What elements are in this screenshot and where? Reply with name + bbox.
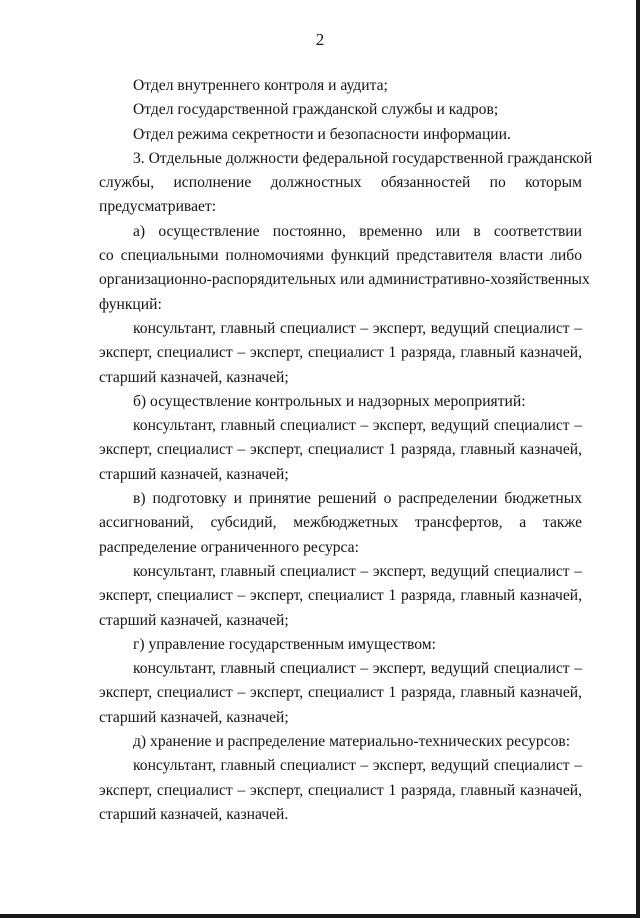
text-line: распределение ограниченного ресурса: [99, 538, 359, 556]
text-line: эксперт, специалист – эксперт, специалист 1 разряда, главный казначей, [99, 441, 582, 459]
text-line: д) хранение и распределение материально-технических ресурсов: [133, 733, 571, 751]
text-line: старший казначей, казначей. [99, 805, 289, 823]
text-line: эксперт, специалист – эксперт, специалист 1 разряда, главный казначей, [99, 781, 582, 799]
text-line: а) осуществление постоянно, временно или в соответствии [133, 222, 582, 240]
text-line: службы, исполнение должностных обязанностей по которым [99, 174, 582, 192]
text-line: организационно-распорядительных или административно-хозяйственных [99, 271, 590, 289]
text-line: консультант, главный специалист – эксперт, ведущий специалист – [133, 660, 582, 678]
text-line: консультант, главный специалист – эксперт, ведущий специалист – [133, 319, 582, 337]
text-line: б) осуществление контрольных и надзорных мероприятий: [133, 392, 526, 410]
text-line: 3. Отдельные должности федеральной государственной гражданской [133, 149, 593, 167]
text-line: предусматривает: [99, 198, 217, 216]
text-line: эксперт, специалист – эксперт, специалист 1 разряда, главный казначей, [99, 684, 582, 702]
text-line: консультант, главный специалист – эксперт, ведущий специалист – [133, 757, 582, 775]
text-line: эксперт, специалист – эксперт, специалист 1 разряда, главный казначей, [99, 344, 582, 362]
text-line: старший казначей, казначей; [99, 611, 289, 629]
text-line: старший казначей, казначей; [99, 465, 289, 483]
text-line: со специальными полномочиями функций представителя власти либо [99, 247, 582, 265]
text-line: г) управление государственным имуществом: [133, 635, 436, 653]
page-number: 2 [315, 30, 325, 49]
text-line: Отдел государственной гражданской службы и кадров; [133, 101, 499, 119]
text-line: старший казначей, казначей; [99, 368, 289, 386]
text-line: Отдел режима секретности и безопасности информации. [133, 125, 511, 143]
document-body [99, 65, 593, 827]
text-line: Отдел внутреннего контроля и аудита; [133, 77, 388, 94]
text-line: старший казначей, казначей; [99, 708, 289, 726]
text-line: функций: [99, 295, 162, 313]
text-line: в) подготовку и принятие решений о распределении бюджетных [133, 490, 582, 508]
text-line: консультант, главный специалист – эксперт, ведущий специалист – [133, 562, 582, 580]
text-line: эксперт, специалист – эксперт, специалист 1 разряда, главный казначей, [99, 587, 582, 605]
text-line: консультант, главный специалист – эксперт, ведущий специалист – [133, 417, 582, 435]
text-line: ассигнований, субсидий, межбюджетных трансфертов, а также [99, 514, 582, 532]
